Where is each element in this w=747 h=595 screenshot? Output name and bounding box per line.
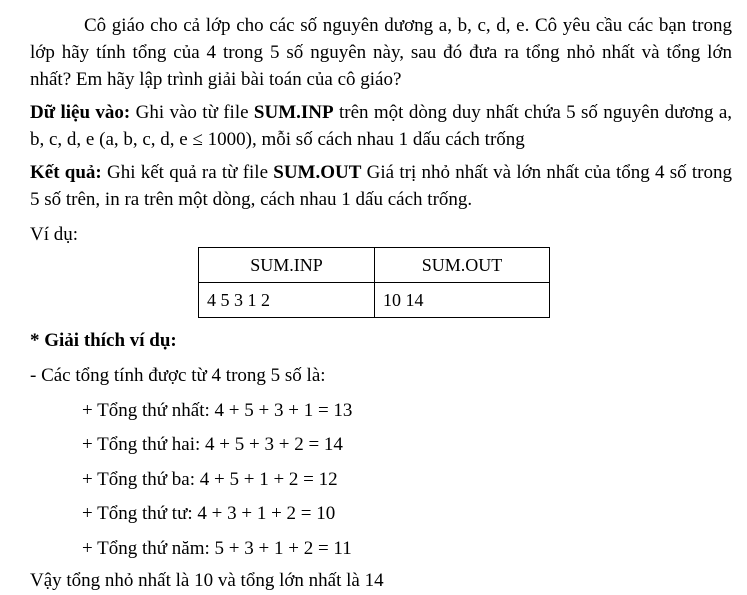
output-filename: SUM.OUT (273, 162, 362, 183)
output-description: Kết quả: Ghi kết quả ra từ file SUM.OUT Giá trị nhỏ nhất và lớn nhất của tổng 4 số trong 5 số trên, in ra trên một dòng, cách nhau 1 dấu cách trống. (30, 162, 732, 210)
cell-output: 10 14 (375, 283, 550, 318)
input-description: Dữ liệu vào: Ghi vào từ file SUM.INP trên một dòng duy nhất chứa 5 số nguyên dương a, b, c, d, e (a, b, c, d, e ≤ 1000), mỗi số cách nhau 1 dấu cách trống (30, 102, 733, 150)
cell-input: 4 5 3 1 2 (199, 283, 375, 318)
problem-intro: Cô giáo cho cả lớp cho các số nguyên dương a, b, c, d, e. Cô yêu cầu các bạn trong lớp hãy tính tổng của 4 trong 5 số nguyên này, sau đó đưa ra tổng nhỏ nhất và tổng lớn nhất? Em hãy lập trình giải bài toán của cô giáo? (30, 15, 732, 90)
table-header-row (199, 248, 550, 283)
output-label: Kết quả: (30, 162, 102, 183)
explain-title: * Giải thích ví dụ: (30, 330, 177, 351)
example-table (198, 247, 550, 318)
input-filename: SUM.INP (253, 102, 334, 123)
explain-intro: - Các tổng tính được từ 4 trong 5 số là: (30, 365, 326, 386)
sum-line-3: + Tổng thứ ba: 4 + 5 + 1 + 2 = 12 (82, 469, 338, 490)
input-label: Dữ liệu vào: (30, 102, 131, 123)
table-row (199, 283, 550, 318)
sum-line-1: + Tổng thứ nhất: 4 + 5 + 3 + 1 = 13 (82, 400, 353, 421)
header-input: SUM.INP (199, 248, 375, 283)
conclusion: Vậy tổng nhỏ nhất là 10 và tổng lớn nhất là 14 (30, 570, 384, 591)
sum-line-4: + Tổng thứ tư: 4 + 3 + 1 + 2 = 10 (82, 503, 336, 524)
sum-line-2: + Tổng thứ hai: 4 + 5 + 3 + 2 = 14 (82, 434, 343, 455)
problem-document (30, 12, 733, 591)
header-output: SUM.OUT (375, 248, 550, 283)
sum-line-5: + Tổng thứ năm: 5 + 3 + 1 + 2 = 11 (82, 538, 352, 559)
example-label: Ví dụ: (30, 224, 79, 245)
